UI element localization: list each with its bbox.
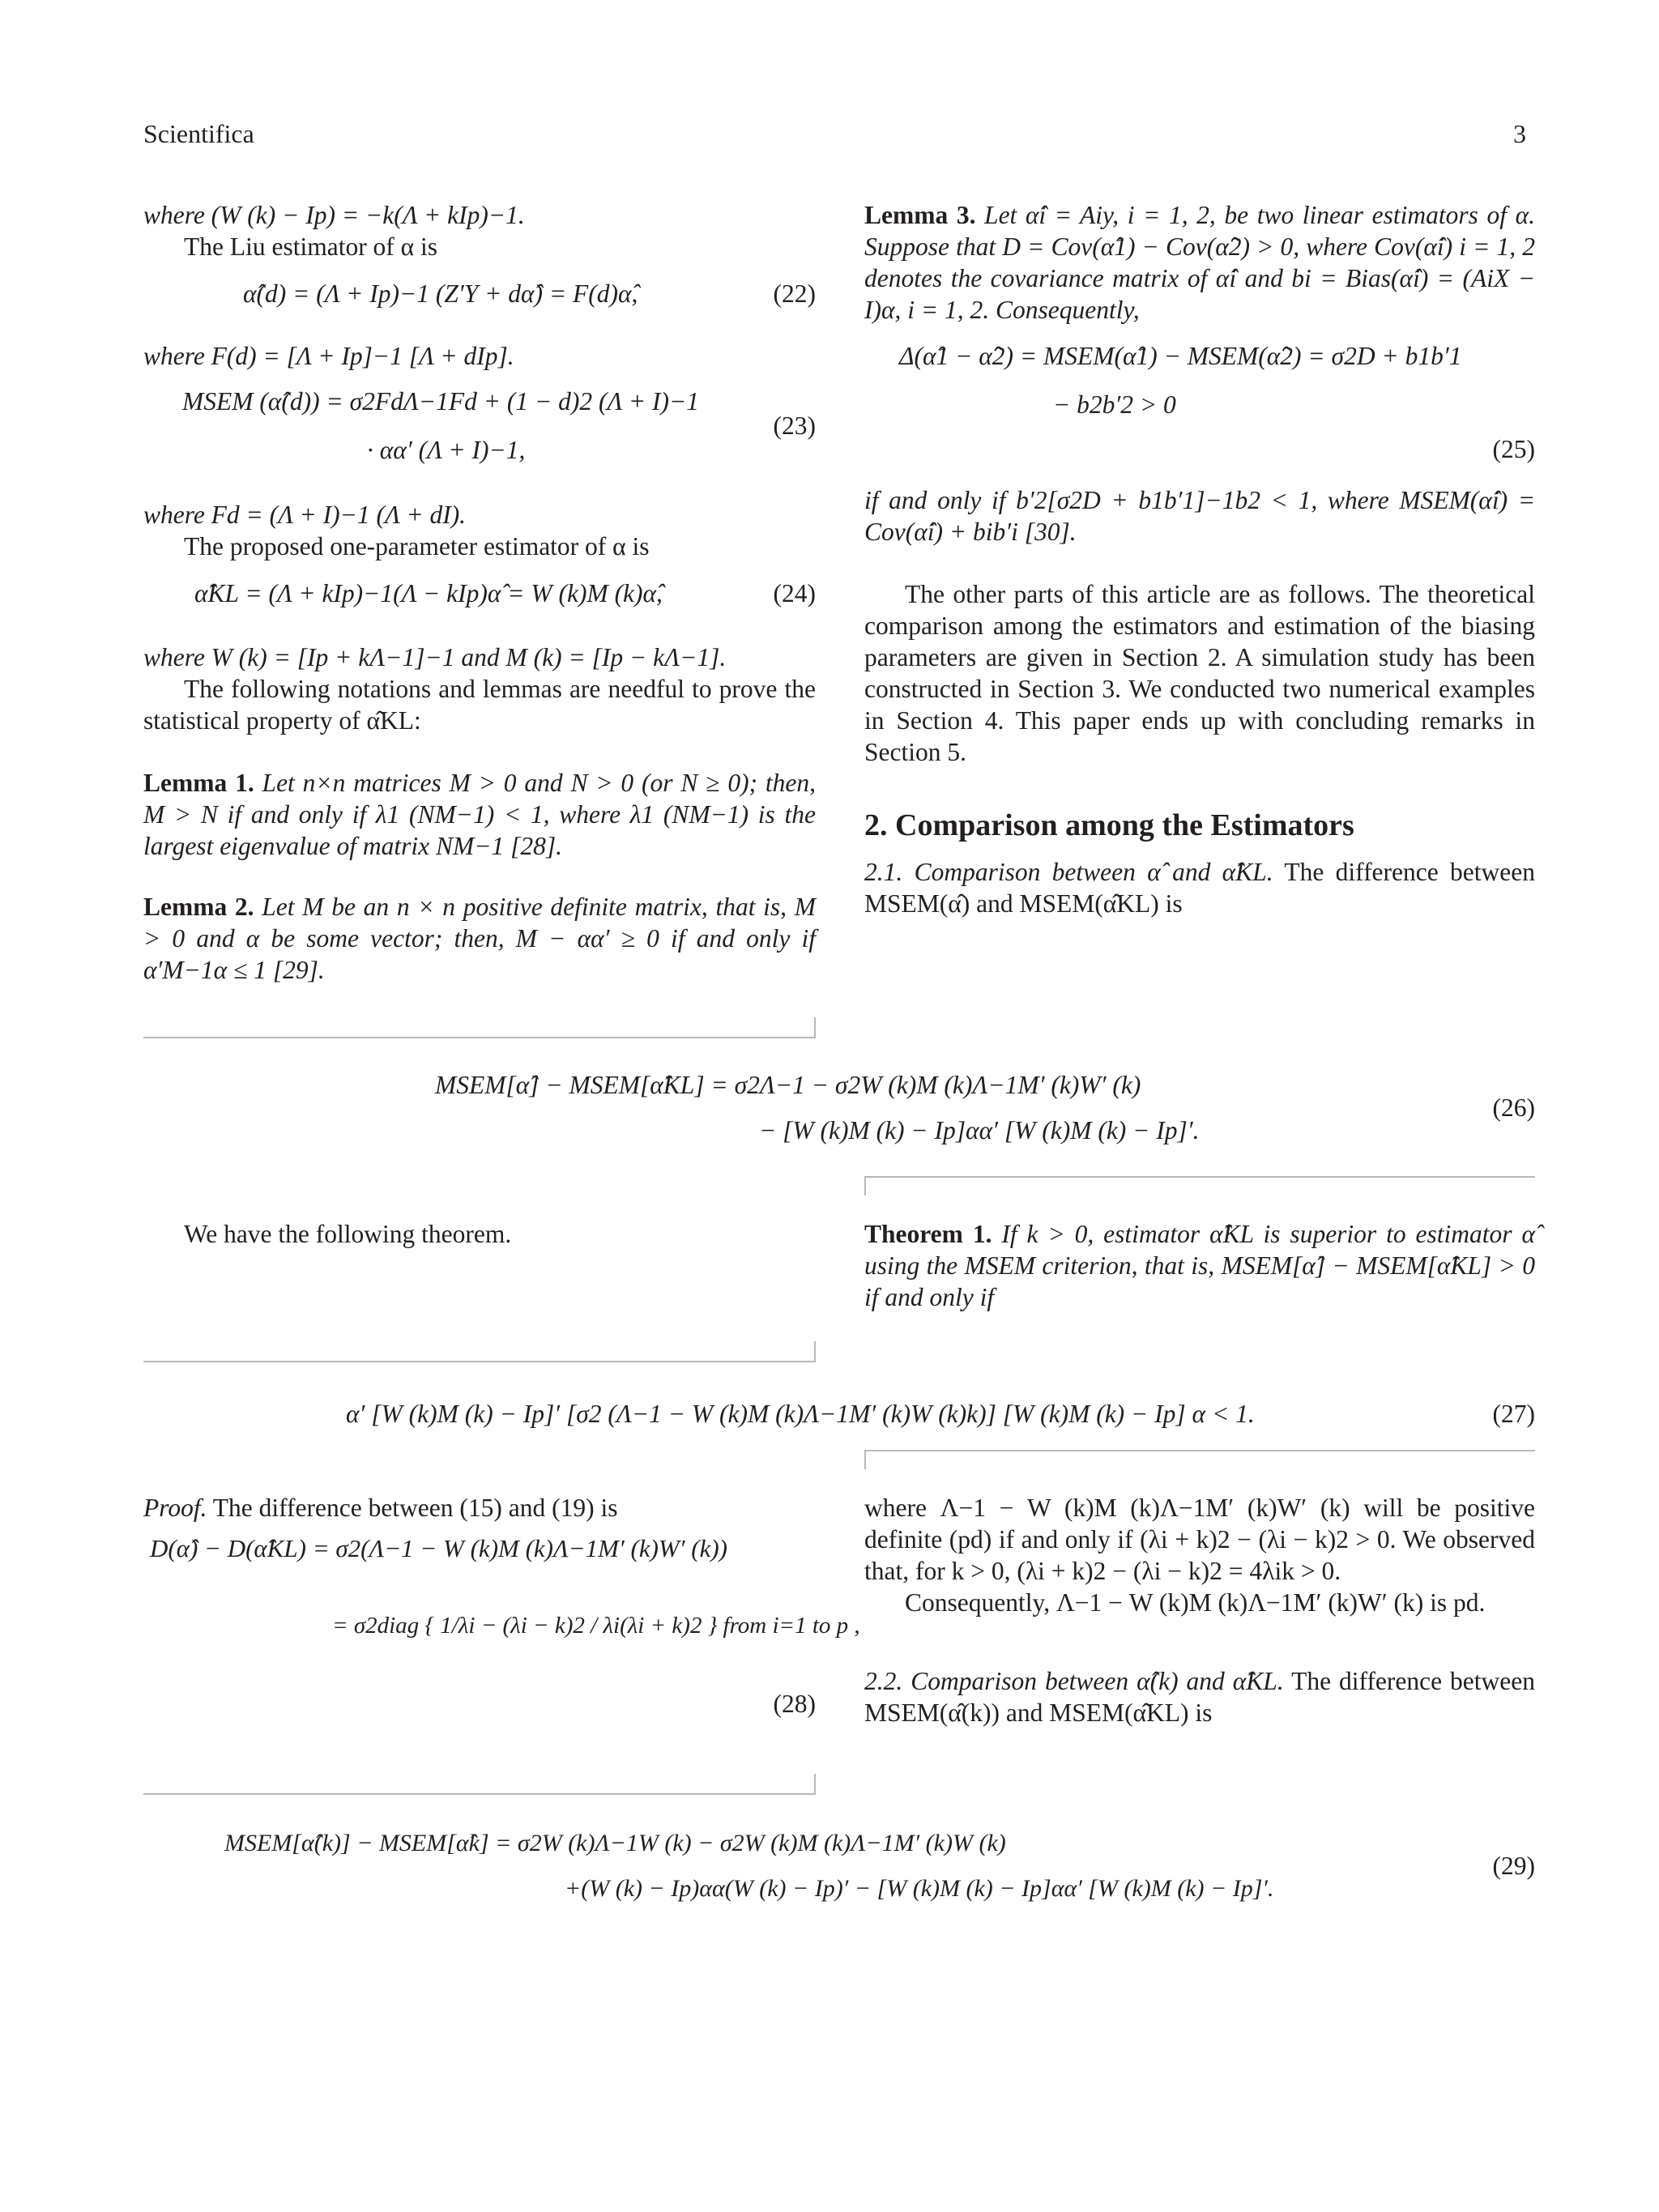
equation-24-body: α̂KL = (Λ + kIp)−1(Λ − kIp)α̂ = W (k)M (k)α̂, bbox=[194, 579, 663, 607]
equation-24-number: (24) bbox=[773, 579, 816, 607]
right-column-top bbox=[864, 199, 1535, 326]
subsection-2-1-label: 2.1. Comparison between α̂ and α̂KL. bbox=[864, 858, 1273, 886]
divider-rule bbox=[143, 1793, 816, 1795]
lemma-1-label: Lemma 1. bbox=[143, 769, 254, 797]
divider-tick bbox=[814, 1774, 816, 1794]
following-paragraph: The following notations and lemmas are needful to prove the statistical property of α̂KL: bbox=[143, 675, 816, 735]
divider-tick bbox=[814, 1341, 816, 1362]
equation-29 bbox=[143, 1827, 1535, 1916]
proof-lead bbox=[143, 1492, 816, 1524]
divider-rule bbox=[143, 1037, 816, 1038]
lemma-3-text: Let α̂i = Aiy, i = 1, 2, be two linear estimators of α. Suppose that D = Cov(α̂1) − Cov(α̂2) > 0, where Cov(α̂i) i = 1, 2 denotes the covariance matrix of α̂i and bi = Bias(α̂i) = (AiX − I)α, i = 1, 2. Consequently, bbox=[864, 201, 1535, 324]
other-parts-paragraph: The other parts of this article are as follows. The theoretical comparison among the estimators and estimation of the biasing parameters are given in Section 2. A simulation study has been constructed in Section 3. We conducted two numerical examples in Section 4. This paper ends up with concluding remarks in Section 5. bbox=[864, 580, 1535, 766]
divider-tick bbox=[864, 1176, 866, 1196]
subsection-2-2-label: 2.2. Comparison between α̂(k) and α̂KL. bbox=[864, 1667, 1284, 1695]
where-wm-text: where W (k) = [Ip + kΛ−1]−1 and M (k) = [Ip − kΛ−1]. bbox=[143, 643, 727, 671]
equation-28-line-2: = σ2diag { 1/λi − (λi − k)2 / λi(λi + k)2 } from i=1 to p , bbox=[332, 1613, 860, 1639]
where-w-line bbox=[143, 199, 816, 231]
equation-22-number: (22) bbox=[773, 279, 816, 308]
equation-29-line-1: MSEM[α̂(k)] − MSEM[α̂k] = σ2W (k)Λ−1W (k) − σ2W (k)M (k)Λ−1M′ (k)W (k) bbox=[224, 1830, 1006, 1856]
theorem-lead: We have the following theorem. bbox=[184, 1220, 512, 1248]
left-column-lemmas bbox=[143, 641, 816, 986]
theorem-1-label: Theorem 1. bbox=[864, 1220, 992, 1248]
journal-name: Scientifica bbox=[143, 119, 254, 148]
equation-25-line-2: − b2b′2 > 0 bbox=[1053, 390, 1176, 419]
equation-28 bbox=[150, 1532, 860, 1743]
where-wm-line bbox=[143, 641, 816, 673]
equation-28-number: (28) bbox=[773, 1690, 816, 1718]
theorem-1 bbox=[864, 1218, 1535, 1313]
divider-rule bbox=[143, 1361, 816, 1362]
right-column-lower bbox=[864, 1492, 1535, 1728]
divider-tick bbox=[864, 1450, 866, 1469]
equation-29-line-2: +(W (k) − Ip)αα(W (k) − Ip)′ − [W (k)M (k) − Ip]αα′ [W (k)M (k) − Ip]′. bbox=[565, 1875, 1274, 1902]
where-fd-text: where Fd = (Λ + I)−1 (Λ + dI). bbox=[143, 501, 467, 529]
where-f-line bbox=[143, 340, 816, 372]
subsection-2-1-text: The difference between MSEM(α̂) and MSEM(α̂KL) is bbox=[864, 858, 1535, 918]
equation-25-number: (25) bbox=[1492, 435, 1535, 463]
equation-25-line-1: Δ(α̂1 − α̂2) = MSEM(α̂1) − MSEM(α̂2) = σ2D + b1b′1 bbox=[899, 342, 1462, 370]
lemma-1-text: Let n×n matrices M > 0 and N > 0 (or N ≥ 0); then, M > N if and only if λ1 (NM−1) < 1, where λ1 (NM−1) is the largest eigenvalue of matrix NM−1 [28]. bbox=[143, 769, 816, 860]
lemma-3 bbox=[864, 199, 1535, 326]
equation-23 bbox=[182, 386, 816, 475]
equation-23-line-1: MSEM (α̂(d)) = σ2FdΛ−1Fd + (1 − d)2 (Λ + I)−1 bbox=[182, 387, 699, 416]
consequently-line: Consequently, Λ−1 − W (k)M (k)Λ−1M′ (k)W′ (k) is pd. bbox=[905, 1588, 1486, 1617]
divider-rule bbox=[864, 1450, 1535, 1451]
divider-rule bbox=[864, 1176, 1535, 1178]
proof-label: Proof. bbox=[143, 1494, 207, 1522]
where-f-text: where F(d) = [Λ + Ip]−1 [Λ + dIp]. bbox=[143, 342, 514, 370]
proof-text: The difference between (15) and (19) is bbox=[212, 1494, 618, 1522]
liu-intro: The Liu estimator of α is bbox=[184, 232, 438, 261]
equation-23-line-2: · αα′ (Λ + I)−1, bbox=[367, 436, 526, 464]
lemma-3-label: Lemma 3. bbox=[864, 201, 976, 229]
theorem-1-text: If k > 0, estimator α̂KL is superior to estimator α̂ using the MSEM criterion, that is, MSEM[α̂] − MSEM[α̂KL] > 0 if and only if bbox=[864, 1220, 1535, 1311]
equation-29-number: (29) bbox=[1492, 1852, 1535, 1880]
equation-26-line-1: MSEM[α̂] − MSEM[α̂KL] = σ2Λ−1 − σ2W (k)M (k)Λ−1M′ (k)W′ (k) bbox=[435, 1071, 1141, 1099]
right-column-mid bbox=[864, 484, 1535, 919]
theorem-1-paragraph bbox=[864, 1218, 1535, 1313]
equation-27-body: α′ [W (k)M (k) − Ip]′ [σ2 (Λ−1 − W (k)M (k)Λ−1M′ (k)W (k)k)] [W (k)M (k) − Ip] α < 1. bbox=[346, 1400, 1255, 1428]
left-column-mid bbox=[143, 499, 816, 562]
equation-25 bbox=[899, 340, 1535, 462]
lemma-1 bbox=[143, 767, 816, 862]
lemma-2-label: Lemma 2. bbox=[143, 893, 254, 921]
pd-paragraph: where Λ−1 − W (k)M (k)Λ−1M′ (k)W′ (k) will be positive definite (pd) if and only if (λi + k)2 − (λi − k)2 > 0. We observed that, for k > 0, (λi + k)2 − (λi − k)2 = 4λik > 0. bbox=[864, 1494, 1535, 1585]
equation-23-number: (23) bbox=[773, 411, 816, 440]
equation-26-line-2: − [W (k)M (k) − Ip]αα′ [W (k)M (k) − Ip]′. bbox=[759, 1116, 1200, 1144]
proposed-intro: The proposed one-parameter estimator of α is bbox=[184, 532, 650, 560]
divider-tick bbox=[814, 1017, 816, 1038]
lemma-3-condition: if and only if b′2[σ2D + b1b′1]−1b2 < 1, where MSEM(α̂i) = Cov(α̂i) + bib′i [30]. bbox=[864, 486, 1535, 546]
equation-22-body: α̂(d) = (Λ + Ip)−1 (Z′Y + dα̂) = F(d)α̂, bbox=[243, 279, 638, 308]
page-number: 3 bbox=[1513, 119, 1526, 148]
proof-paragraph bbox=[143, 1492, 816, 1524]
subsection-2-2 bbox=[864, 1665, 1535, 1728]
left-column-top bbox=[143, 199, 816, 262]
equation-28-line-1: D(α̂) − D(α̂KL) = σ2(Λ−1 − W (k)M (k)Λ−1M′ (k)W′ (k)) bbox=[150, 1534, 727, 1562]
equation-26 bbox=[143, 1069, 1535, 1150]
equation-24 bbox=[194, 578, 816, 618]
where-w-text: where (W (k) − Ip) = −k(Λ + kIp)−1. bbox=[143, 201, 525, 229]
section-2-heading: 2. Comparison among the Estimators bbox=[864, 808, 1354, 842]
equation-27 bbox=[143, 1398, 1535, 1438]
lemma-2-text: Let M be an n × n positive definite matrix, that is, M > 0 and α be some vector; then, M − αα′ ≥ 0 if and only if α′M−1α ≤ 1 [29]. bbox=[143, 893, 816, 984]
equation-26-number: (26) bbox=[1492, 1093, 1535, 1122]
subsection-2-2-text: The difference between MSEM(α̂(k)) and MSEM(α̂KL) is bbox=[864, 1667, 1535, 1727]
subsection-2-1 bbox=[864, 856, 1535, 919]
equation-27-number: (27) bbox=[1492, 1400, 1535, 1428]
equation-22 bbox=[243, 278, 816, 318]
lemma-2 bbox=[143, 891, 816, 986]
where-fd-line bbox=[143, 499, 816, 531]
